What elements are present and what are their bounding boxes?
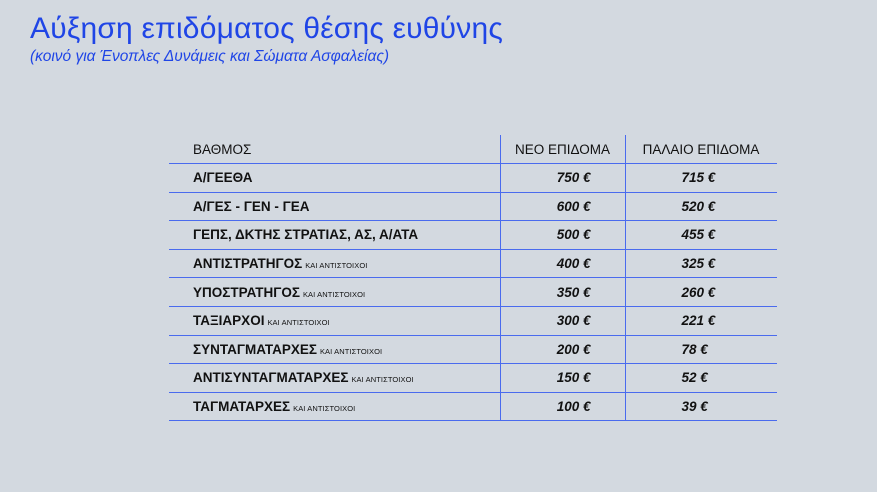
rank-note: ΚΑΙ ΑΝΤΙΣΤΟΙΧΟΙ <box>305 261 368 271</box>
new-allowance-cell: 300 € <box>500 306 625 335</box>
new-allowance-cell: 200 € <box>500 335 625 364</box>
table-header-row <box>169 135 777 164</box>
rank-note: ΚΑΙ ΑΝΤΙΣΤΟΙΧΟΙ <box>319 346 383 356</box>
new-allowance-cell: 400 € <box>500 249 625 278</box>
page-subtitle: (κοινό για Ένοπλες Δυνάμεις και Σώματα Ασφαλείας) <box>30 48 390 65</box>
old-allowance-cell: 325 € <box>625 249 777 278</box>
rank-label: ΤΑΞΙΑΡΧΟΙ <box>193 313 265 329</box>
rank-cell <box>169 221 500 250</box>
rank-label: ΑΝΤΙΣΤΡΑΤΗΓΟΣ <box>193 256 303 272</box>
rank-note: ΚΑΙ ΑΝΤΙΣΤΟΙΧΟΙ <box>351 375 414 385</box>
rank-label: ΣΥΝΤΑΓΜΑΤΑΡΧΕΣ <box>193 341 317 357</box>
new-allowance-cell: 500 € <box>500 221 625 250</box>
page-title: Αύξηση επιδόματος θέσης ευθύνης <box>30 12 503 45</box>
old-allowance-cell: 260 € <box>625 278 777 307</box>
table-row <box>169 392 777 421</box>
table-row <box>169 192 777 221</box>
rank-cell <box>169 335 500 364</box>
old-allowance-cell: 455 € <box>625 221 777 250</box>
old-allowance-cell: 39 € <box>625 392 777 421</box>
rank-cell <box>169 306 500 335</box>
old-allowance-cell: 78 € <box>625 335 777 364</box>
new-allowance-cell: 600 € <box>500 192 625 221</box>
column-header-rank: ΒΑΘΜΟΣ <box>169 135 500 164</box>
new-allowance-cell: 100 € <box>500 392 625 421</box>
rank-label: ΤΑΓΜΑΤΑΡΧΕΣ <box>193 399 291 415</box>
old-allowance-cell: 52 € <box>625 364 777 393</box>
rank-cell <box>169 192 500 221</box>
new-allowance-cell: 750 € <box>500 164 625 193</box>
new-allowance-cell: 150 € <box>500 364 625 393</box>
table-row <box>169 221 777 250</box>
rank-label: ΥΠΟΣΤΡΑΤΗΓΟΣ <box>193 284 300 300</box>
rank-note: ΚΑΙ ΑΝΤΙΣΤΟΙΧΟΙ <box>267 318 330 328</box>
table-row <box>169 364 777 393</box>
table-row <box>169 306 777 335</box>
rank-cell <box>169 364 500 393</box>
table-row <box>169 249 777 278</box>
rank-cell <box>169 164 500 193</box>
rank-cell <box>169 249 500 278</box>
rank-cell <box>169 278 500 307</box>
rank-cell <box>169 392 500 421</box>
old-allowance-cell: 221 € <box>625 306 777 335</box>
rank-note: ΚΑΙ ΑΝΤΙΣΤΟΙΧΟΙ <box>293 404 356 414</box>
rank-label: Α/ΓΕΣ - ΓΕΝ - ΓΕΑ <box>193 198 310 214</box>
table-body <box>169 164 777 421</box>
old-allowance-cell: 520 € <box>625 192 777 221</box>
rank-note: ΚΑΙ ΑΝΤΙΣΤΟΙΧΟΙ <box>302 289 366 299</box>
column-header-new-allowance: ΝΕΟ ΕΠΙΔΟΜΑ <box>500 135 625 164</box>
table-row <box>169 278 777 307</box>
new-allowance-cell: 350 € <box>500 278 625 307</box>
old-allowance-cell: 715 € <box>625 164 777 193</box>
table-row <box>169 335 777 364</box>
rank-label: Α/ΓΕΕΘΑ <box>193 170 253 186</box>
allowance-table <box>169 135 777 421</box>
rank-label: ΓΕΠΣ, ΔΚΤΗΣ ΣΤΡΑΤΙΑΣ, ΑΣ, Α/ΑΤΑ <box>193 227 419 243</box>
table-row <box>169 164 777 193</box>
column-header-old-allowance: ΠΑΛΑΙΟ ΕΠΙΔΟΜΑ <box>625 135 777 164</box>
rank-label: ΑΝΤΙΣΥΝΤΑΓΜΑΤΑΡΧΕΣ <box>193 370 349 386</box>
